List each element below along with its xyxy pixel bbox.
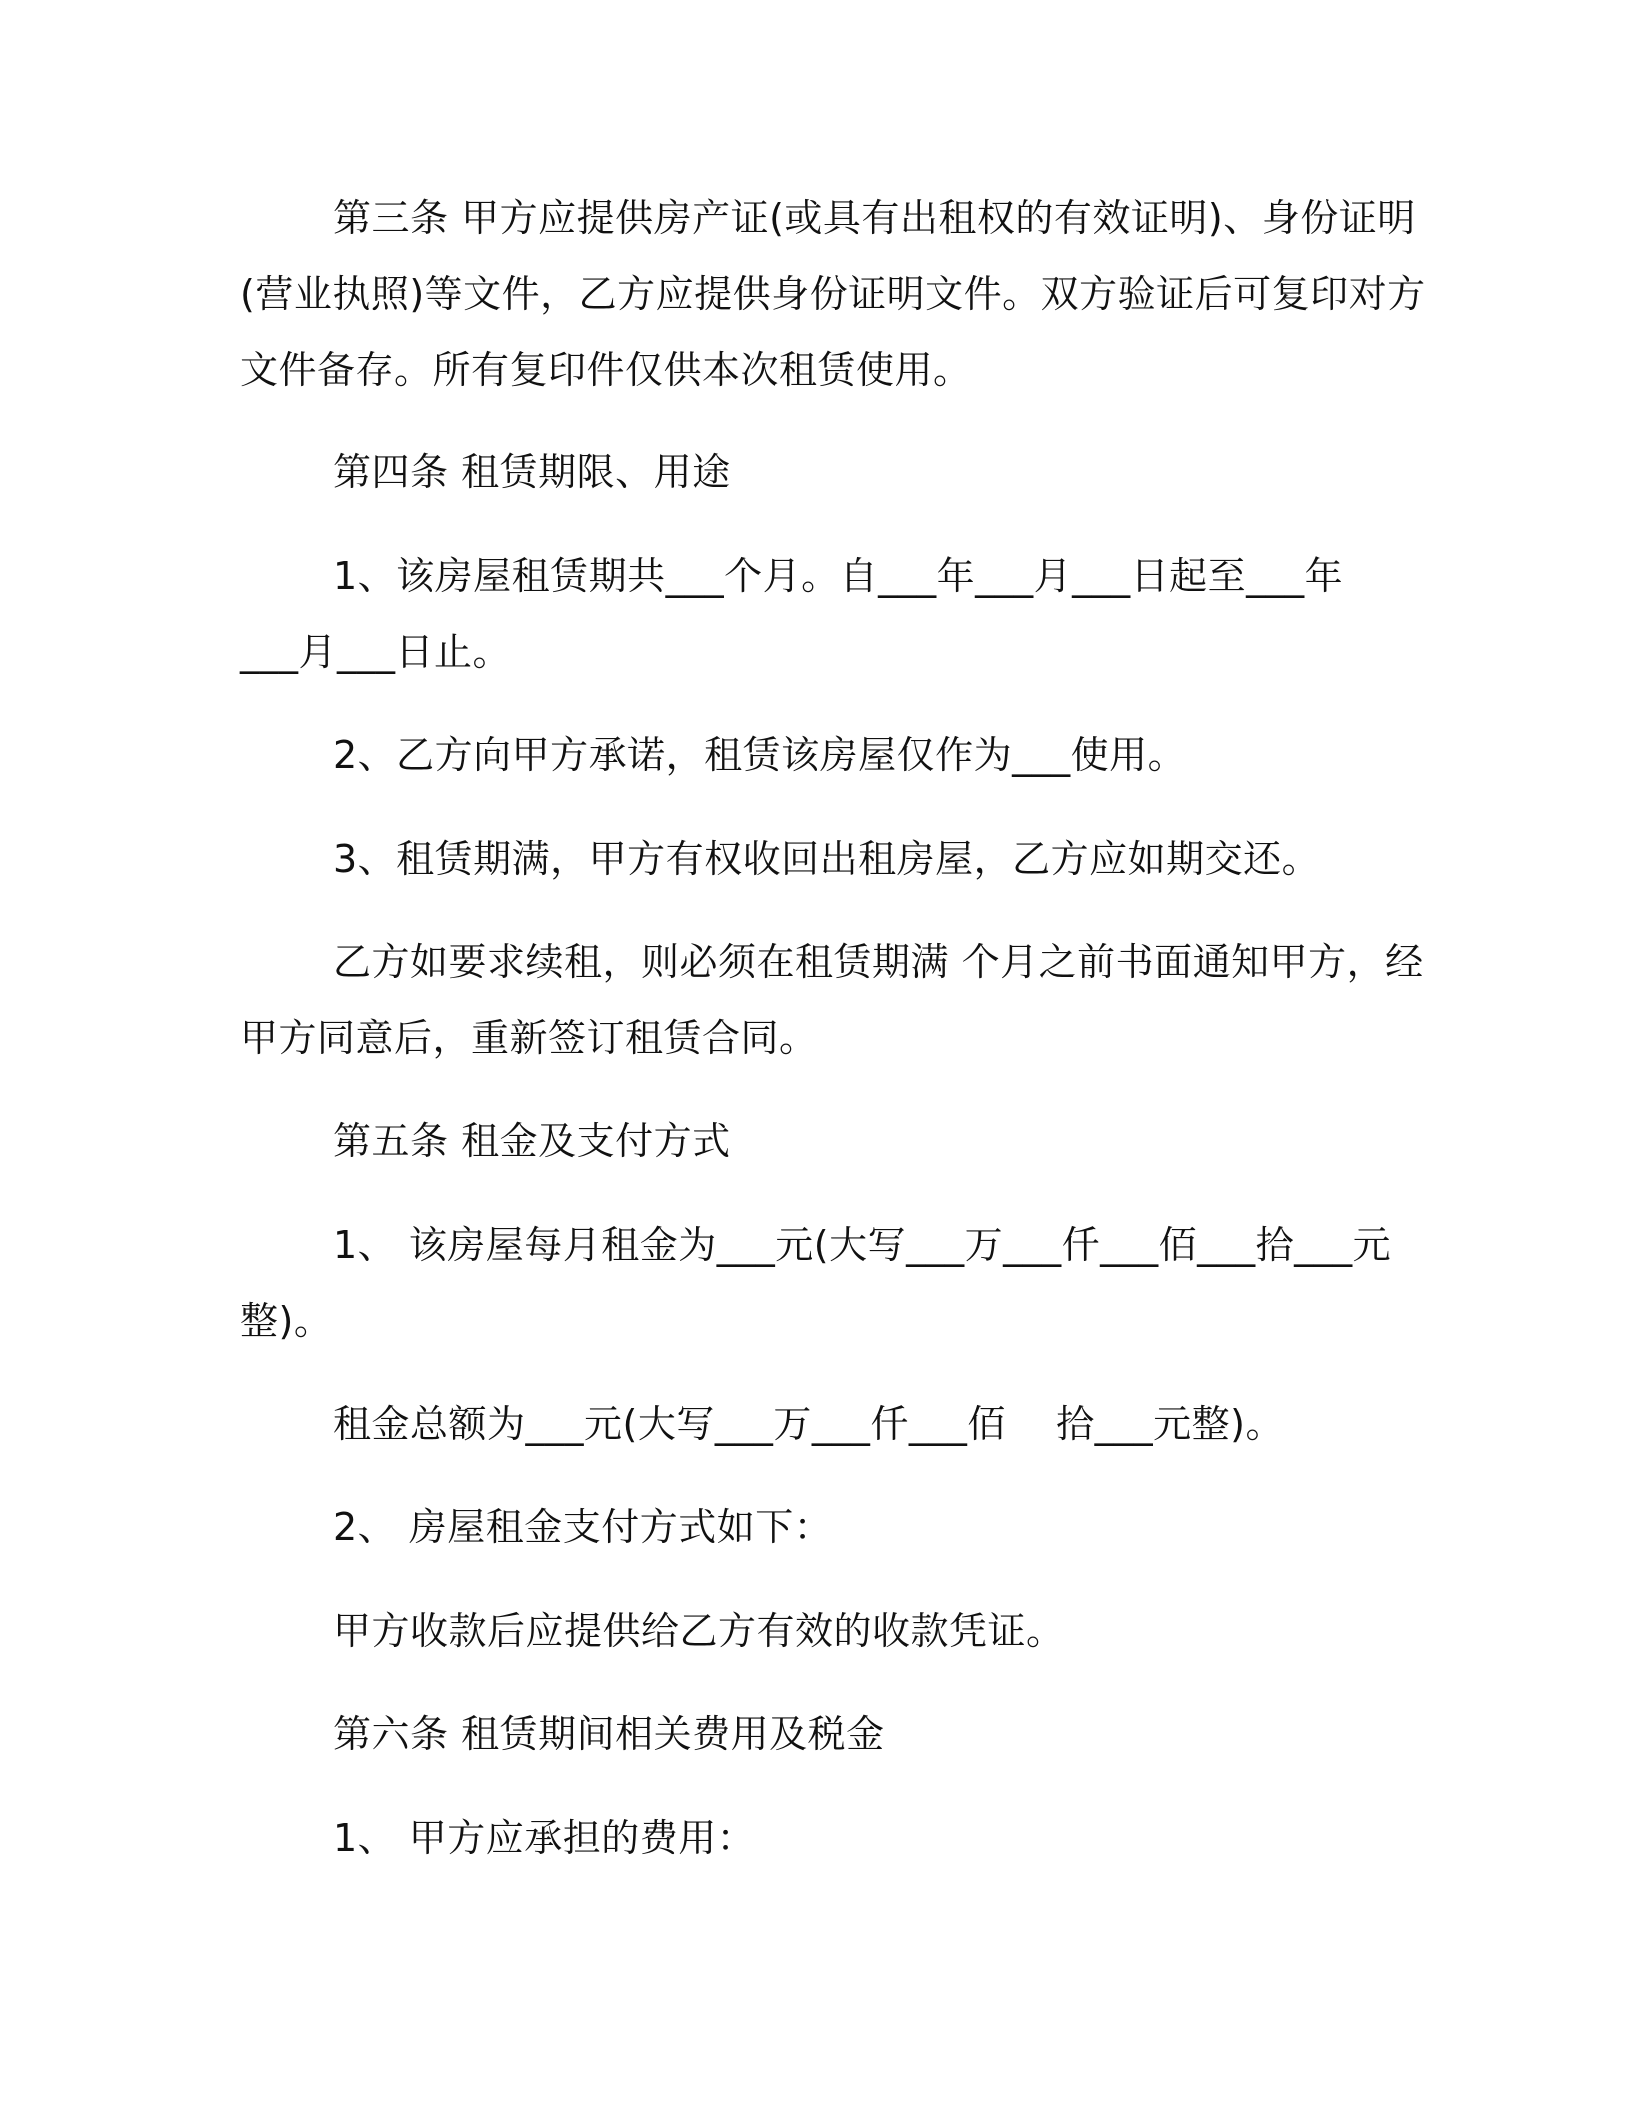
article-4-heading: 第四条 租赁期限、用途 bbox=[333, 450, 731, 494]
article-3-line-2: (营业执照)等文件，乙方应提供身份证明文件。双方验证后可复印对方 bbox=[240, 272, 1426, 316]
article-5-heading: 第五条 租金及支付方式 bbox=[333, 1119, 731, 1163]
article-4-item-1-line-2: ___月___日止。 bbox=[240, 630, 512, 674]
article-3-line-3: 文件备存。所有复印件仅供本次租赁使用。 bbox=[240, 348, 972, 392]
article-6-heading: 第六条 租赁期间相关费用及税金 bbox=[333, 1712, 885, 1756]
article-3-line-1: 第三条 甲方应提供房产证(或具有出租权的有效证明)、身份证明 bbox=[333, 196, 1416, 240]
renewal-line-2: 甲方同意后，重新签订租赁合同。 bbox=[240, 1016, 818, 1060]
article-5-item-1-line-2: 整)。 bbox=[240, 1299, 333, 1343]
rent-total-line: 租金总额为___元(大写___万___仟___佰 拾___元整)。 bbox=[333, 1402, 1284, 1446]
article-5-item-2: 2、 房屋租金支付方式如下： bbox=[333, 1505, 833, 1549]
article-4-item-2: 2、乙方向甲方承诺，租赁该房屋仅作为___使用。 bbox=[333, 733, 1187, 777]
article-5-item-1-line-1: 1、 该房屋每月租金为___元(大写___万___仟___佰___拾___元 bbox=[333, 1223, 1392, 1267]
article-6-item-1: 1、 甲方应承担的费用： bbox=[333, 1816, 756, 1860]
renewal-line-1: 乙方如要求续租，则必须在租赁期满 个月之前书面通知甲方，经 bbox=[333, 940, 1424, 984]
receipt-line: 甲方收款后应提供给乙方有效的收款凭证。 bbox=[333, 1609, 1065, 1653]
article-4-item-3: 3、租赁期满，甲方有权收回出租房屋，乙方应如期交还。 bbox=[333, 837, 1321, 881]
article-4-item-1-line-1: 1、该房屋租赁期共___个月。自___年___月___日起至___年 bbox=[333, 554, 1344, 598]
